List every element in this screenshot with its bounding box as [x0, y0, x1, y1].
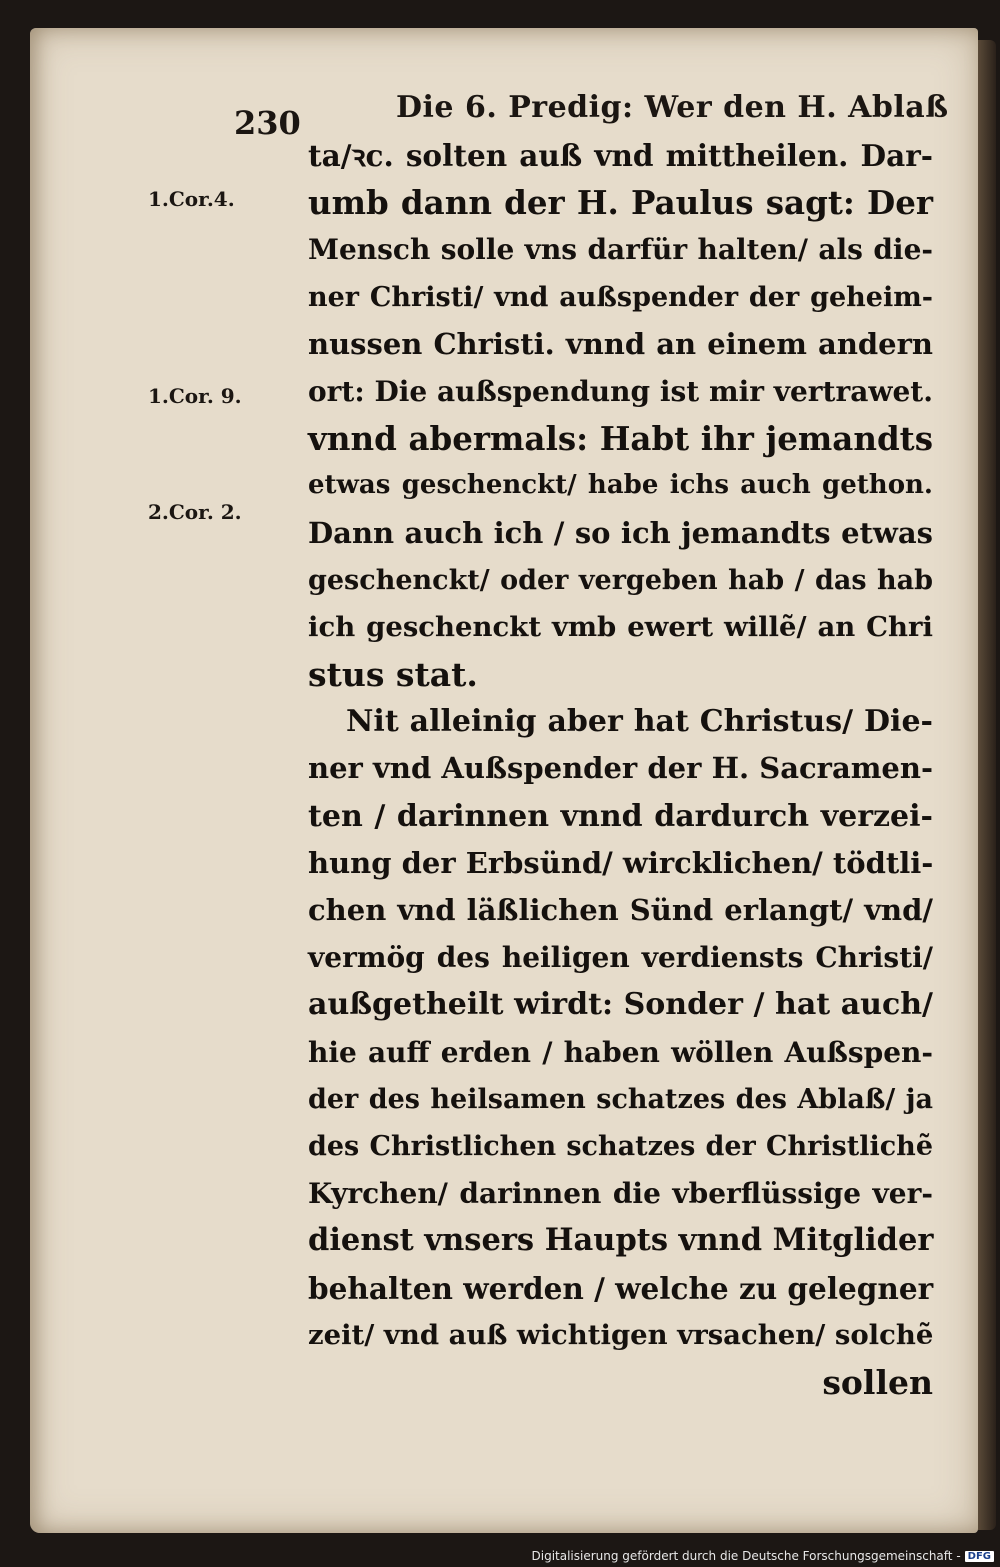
dfg-logo: DFG [965, 1551, 994, 1562]
text-line: außgetheilt wirdt: Sonder / hat auch/ [308, 987, 933, 1023]
text-line: Mensch solle vns darfür halten/ als die- [308, 233, 933, 267]
body-text [308, 132, 933, 1406]
text-line: hung der Erbsünd/ wircklichen/ tödtli- [308, 845, 934, 880]
text-line: etwas geschenckt/ habe ichs auch gethon. [308, 470, 933, 501]
text-line: ich geschenckt vmb ewert willẽ/ an Chri [308, 610, 933, 643]
running-head: Die 6. Predig: Wer den H. Ablaß [396, 90, 949, 125]
text-line: zeit/ vnd auß wichtigen vrsachen/ solchẽ [308, 1318, 934, 1351]
text-line: ner vnd Außspender der H. Sacramen- [308, 751, 933, 786]
text-line: hie auff erden / haben wöllen Außspen- [308, 1035, 933, 1069]
margin-note-2: 1.Cor. 9. [148, 384, 242, 408]
text-line: dienst vnsers Haupts vnnd Mitglider [308, 1222, 934, 1259]
text-line: ort: Die außspendung ist mir vertrawet. [308, 374, 933, 408]
book-page-edge [978, 40, 996, 1530]
digitization-credit [532, 1549, 995, 1563]
text-line: behalten werden / welche zu gelegner [308, 1270, 934, 1306]
catchword: sollen [822, 1362, 933, 1402]
text-line: ten / darinnen vnnd dardurch verzei- [308, 798, 933, 834]
text-line: chen vnd läßlichen Sünd erlangt/ vnd/ [308, 893, 933, 927]
text-line: der des heilsamen schatzes des Ablaß/ ja [308, 1083, 933, 1115]
margin-note-1: 1.Cor.4. [148, 187, 235, 211]
text-line: vermög des heiligen verdiensts Christi/ [308, 941, 933, 975]
text-line: geschenckt/ oder vergeben hab / das hab [308, 564, 933, 596]
text-line: Nit alleinig aber hat Christus/ Die- [346, 704, 933, 740]
text-line: Kyrchen/ darinnen die vberflüssige ver- [308, 1177, 933, 1211]
text-line: Dann auch ich / so ich jemandts etwas [308, 515, 933, 550]
text-line: nussen Christi. vnnd an einem andern [308, 326, 933, 361]
text-line: ta/ꝛc. solten auß vnd mittheilen. Dar- [308, 138, 933, 173]
text-line: des Christlichen schatzes der Christlichẽ [308, 1130, 933, 1162]
text-line: ner Christi/ vnd außspender der geheim- [308, 281, 933, 313]
text-line: stus stat. [308, 655, 478, 695]
text-line: vnnd abermals: Habt ihr jemandts [308, 419, 933, 459]
text-line: umb dann der H. Paulus sagt: Der [308, 183, 933, 223]
margin-note-3: 2.Cor. 2. [148, 500, 242, 524]
page-number: 230 [234, 104, 301, 142]
credit-text: Digitalisierung gefördert durch die Deutsche Forschungsgemeinschaft - [531, 1549, 961, 1563]
